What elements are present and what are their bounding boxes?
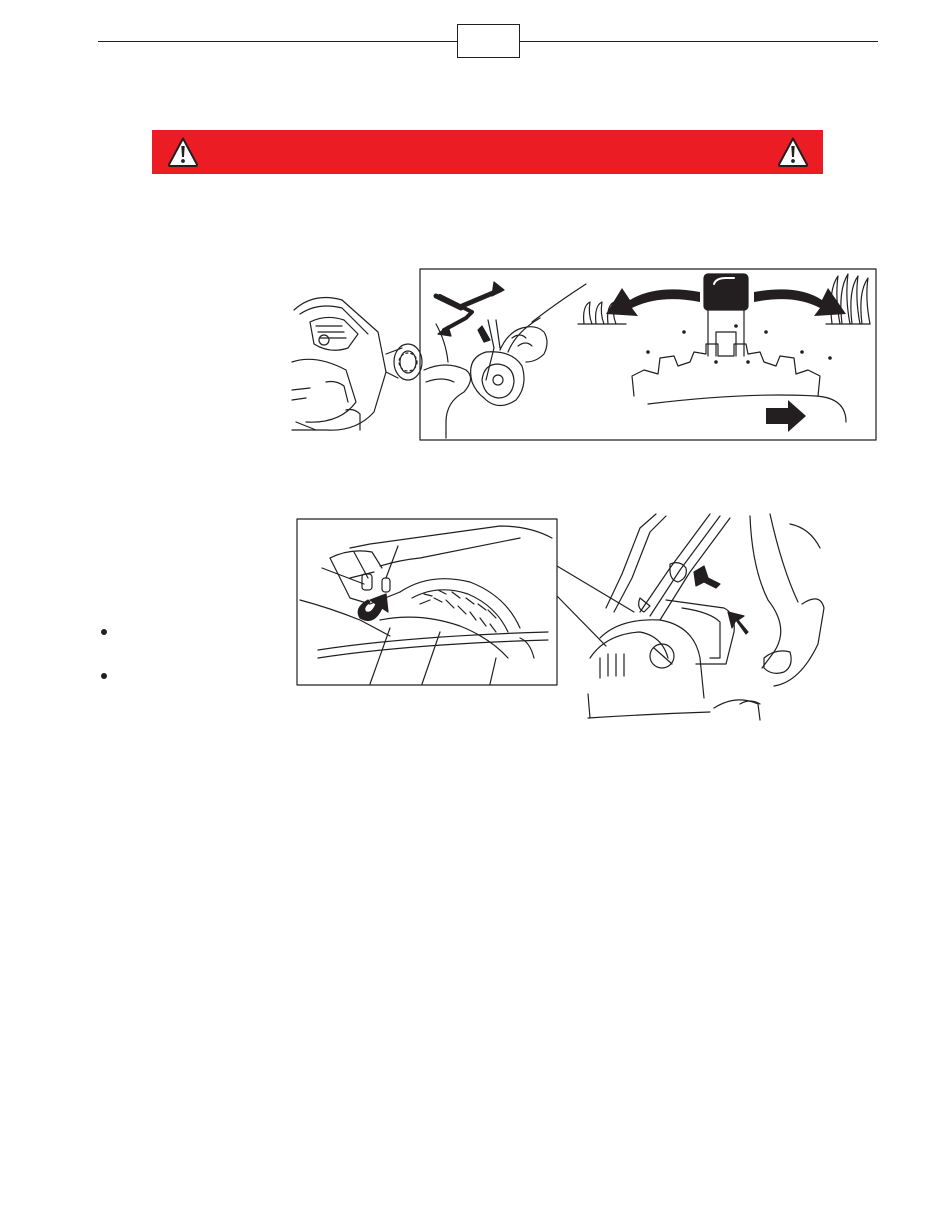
warning-triangle-icon <box>167 136 199 168</box>
wheel-adjust-lever-icon <box>424 284 586 438</box>
handle-fold-icon <box>588 514 824 720</box>
rotate-arrow-icon <box>358 594 388 620</box>
bullet-point <box>101 673 107 679</box>
warning-banner <box>152 130 823 174</box>
pull-arrow-icon <box>728 612 748 634</box>
warning-triangle-icon <box>777 136 809 168</box>
inset-frame <box>297 519 557 685</box>
direction-arrow-icon <box>766 400 806 432</box>
handle-adjust-figure <box>290 508 830 728</box>
bullet-point <box>101 629 107 635</box>
handle-bracket-knob-icon <box>300 526 552 684</box>
lawn-mower-icon <box>292 298 422 431</box>
push-arrow-icon <box>694 566 720 588</box>
cutting-height-figure <box>286 262 882 446</box>
page-number-box <box>457 24 520 58</box>
arrow-left-icon <box>606 288 700 316</box>
